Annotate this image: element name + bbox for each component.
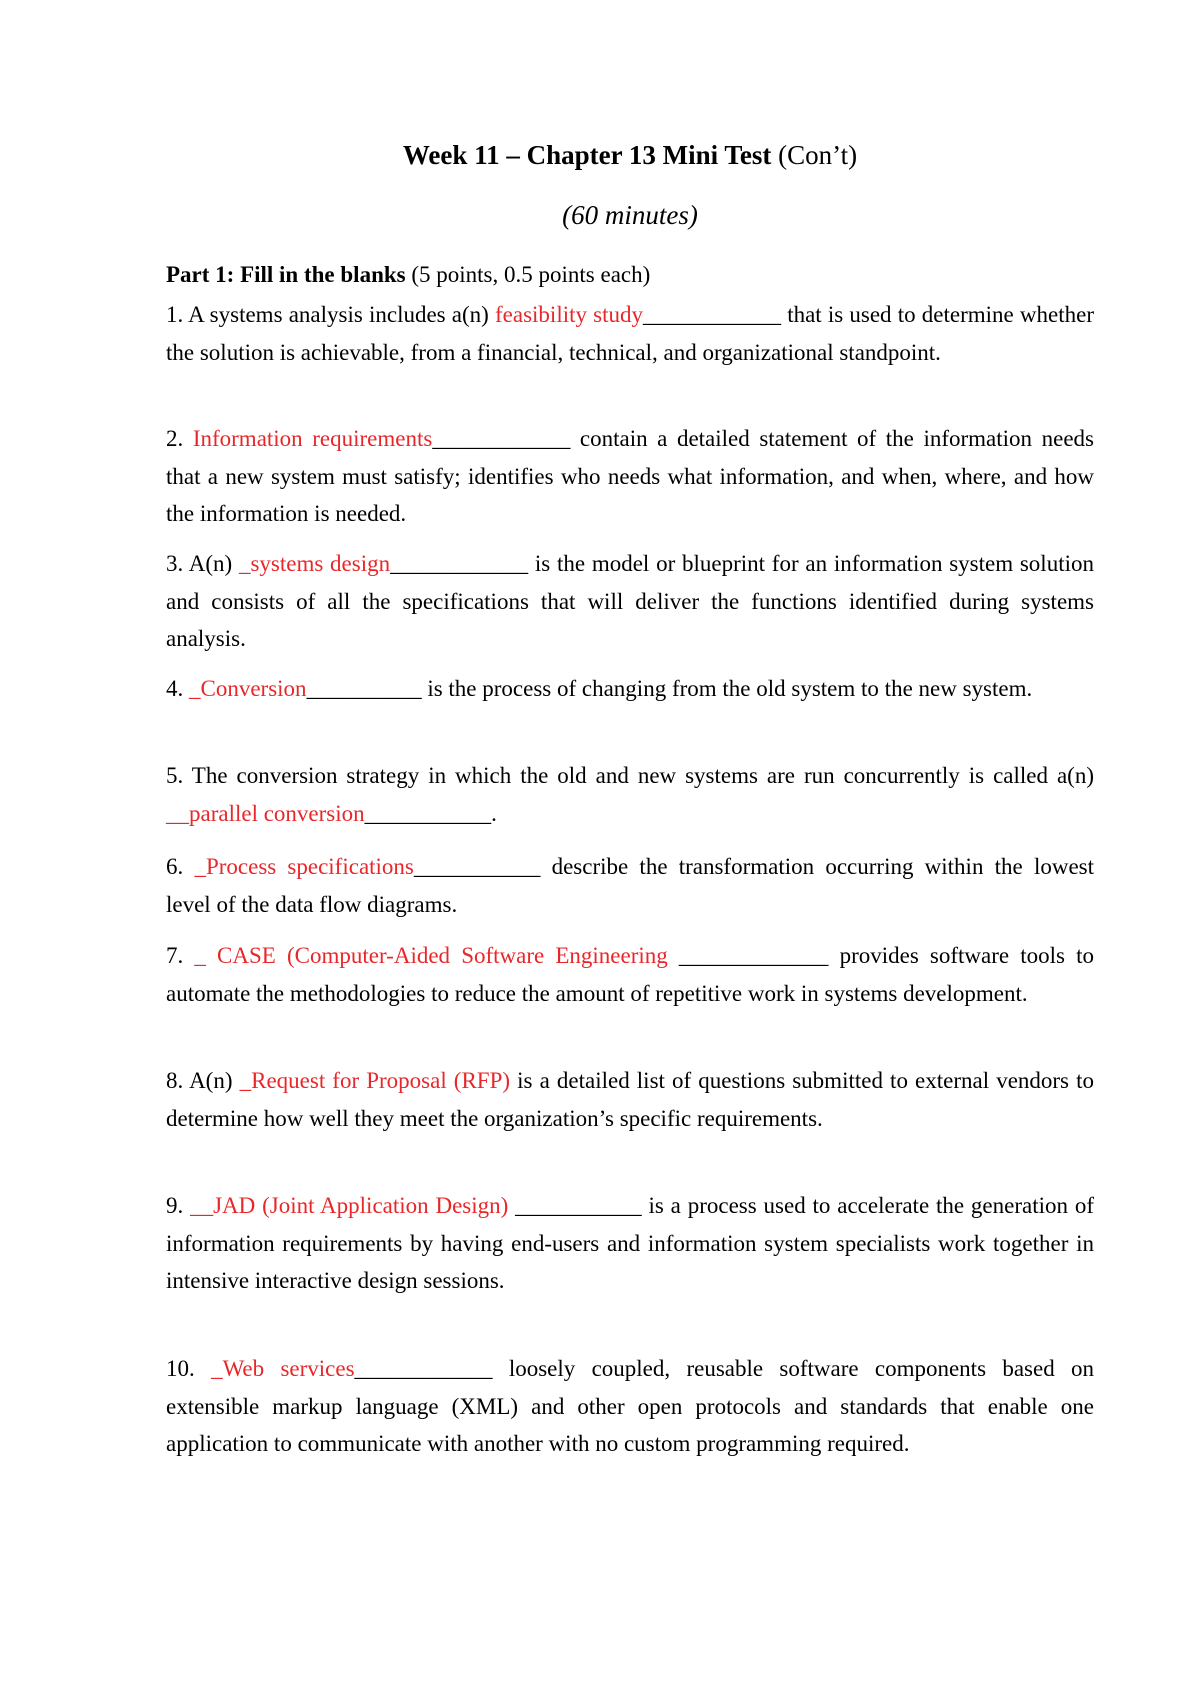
question-7 [166, 937, 1094, 1012]
question-4 [166, 670, 1094, 708]
question-answer: _ CASE (Computer-Aided Software Engineering [194, 943, 668, 968]
question-answer: Information requirements [192, 426, 433, 451]
question-answer: _Request for Proposal (RFP) [239, 1068, 511, 1093]
title-main: Week 11 – Chapter 13 Mini Test [402, 140, 772, 170]
question-text: ____________ that is used to determine whether the solution is achievable, from a financial, technical, and organizational standpoint. [166, 302, 1094, 365]
question-text: ____________ loosely coupled, reusable software components based on extensible markup language (XML) and other open protocols and standards that enable one application to communicate with another with no custom programming required. [166, 1356, 1095, 1456]
question-2 [166, 420, 1094, 533]
question-answer: _Conversion [189, 676, 307, 701]
question-text: 3. A(n) [166, 551, 239, 576]
question-text: ___________ is a process used to accelerate the generation of information requirements by having end-users and information system specialists work together in intensive interactive design sessions. [166, 1193, 1094, 1293]
question-answer: _Web services [211, 1356, 355, 1381]
question-10 [166, 1350, 1094, 1463]
question-text: 1. A systems analysis includes a(n) [166, 302, 496, 327]
question-text: 5. The conversion strategy in which the old and new systems are run concurrently is called a(n) [166, 763, 1094, 788]
question-answer: _systems design [238, 551, 391, 576]
question-text: 7. [166, 943, 195, 968]
question-text: ___________ describe the transformation occurring within the lowest level of the data flow diagrams. [166, 854, 1094, 917]
page-subtitle: (60 minutes) [562, 200, 698, 230]
question-answer: feasibility study [495, 302, 644, 327]
question-text: is a detailed list of questions submitted to external vendors to determine how well they meet the organization’s specific requirements. [166, 1068, 1094, 1131]
title-suffix: (Con’t) [778, 140, 858, 170]
question-text: __________ is the process of changing from the old system to the new system. [306, 676, 1033, 701]
question-9 [166, 1187, 1094, 1300]
question-6 [166, 848, 1094, 923]
question-8 [166, 1062, 1094, 1137]
question-text: 4. [166, 676, 189, 701]
part-heading [166, 260, 1094, 290]
question-5 [166, 757, 1094, 832]
question-3 [166, 545, 1094, 658]
question-text: ____________ is the model or blueprint for an information system solution and consists of all the specifications that will deliver the functions identified during systems analysis. [166, 551, 1094, 651]
question-text: ___________. [364, 800, 497, 826]
question-text: _____________ provides software tools to automate the methodologies to reduce the amount of repetitive work in systems development. [166, 943, 1095, 1006]
question-1 [166, 296, 1094, 371]
question-answer: _Process specifications [194, 854, 414, 879]
question-text: 2. [166, 426, 193, 451]
page-title [166, 138, 1094, 172]
question-answer: __JAD (Joint Application Design) [190, 1193, 509, 1218]
question-text: 8. A(n) [166, 1068, 240, 1093]
question-answer: __parallel conversion [166, 800, 365, 826]
part-heading-title: Part 1: Fill in the blanks [166, 262, 406, 287]
question-text: ____________ contain a detailed statement of the information needs that a new system must satisfy; identifies who needs what information, and when, where, and how the information is needed. [166, 426, 1094, 526]
question-text: 6. [166, 854, 195, 879]
part-heading-points: (5 points, 0.5 points each) [411, 262, 651, 287]
question-text: 10. [166, 1356, 212, 1381]
question-text: 9. [166, 1193, 191, 1218]
